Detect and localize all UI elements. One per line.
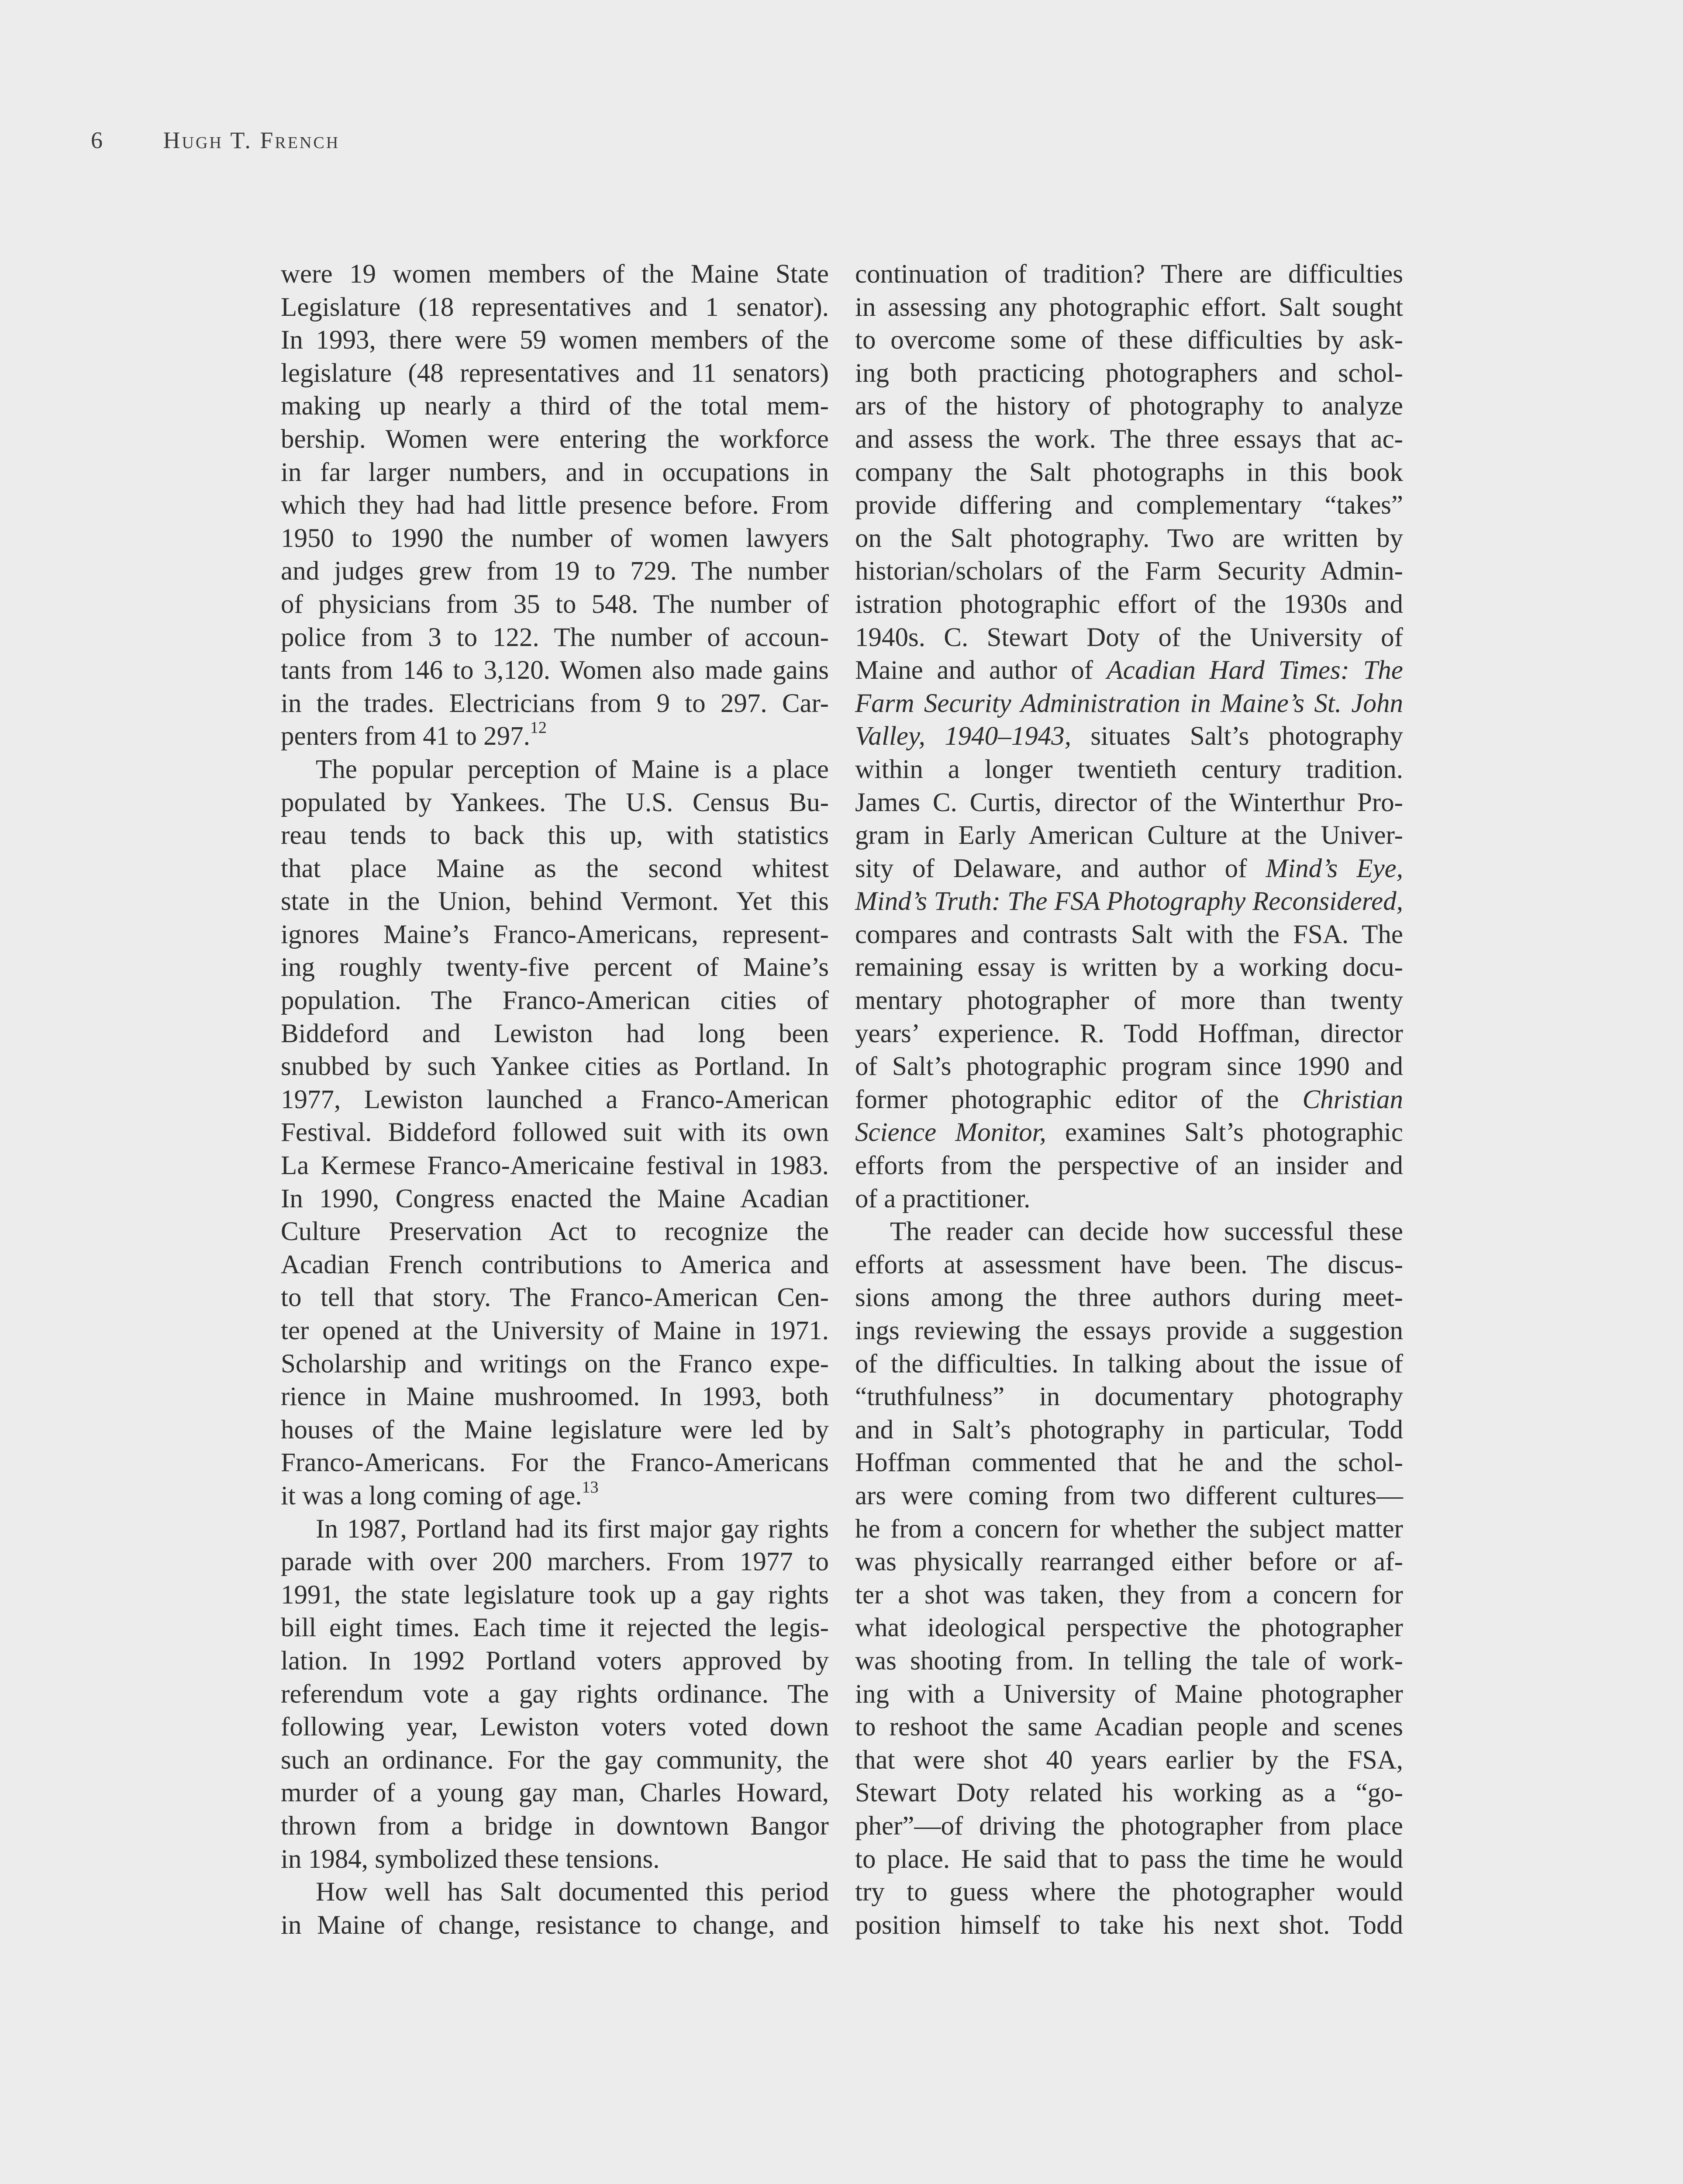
- line-text: How well has Salt documented this period: [316, 1877, 829, 1907]
- line-text: to overcome some of these difficulties by ask-: [855, 325, 1403, 355]
- line-text: it was a long coming of age.: [281, 1481, 582, 1510]
- text-line: [281, 1348, 829, 1381]
- text-line: [855, 1479, 1403, 1513]
- text-line: [281, 390, 829, 423]
- line-text: penters from 41 to 297.: [281, 722, 530, 751]
- italic-title: Science Monitor,: [855, 1118, 1046, 1147]
- text-line: [281, 720, 829, 753]
- text-line: [281, 1413, 829, 1447]
- text-line: [281, 786, 829, 819]
- line-text: making up nearly a third of the total mem-: [281, 391, 829, 421]
- line-text: he from a concern for whether the subject matter: [855, 1514, 1403, 1544]
- text-line: [855, 621, 1403, 654]
- line-text: in the trades. Electricians from 9 to 297. Car-: [281, 688, 829, 718]
- line-text: La Kermese Franco-Americaine festival in 1983.: [281, 1151, 829, 1181]
- line-text: pher”—of driving the photographer from place: [855, 1811, 1403, 1841]
- footnote-reference[interactable]: 12: [530, 718, 547, 737]
- text-line: [855, 687, 1403, 720]
- line-text: that place Maine as the second whitest: [281, 854, 829, 883]
- text-line: [855, 1711, 1403, 1744]
- line-text: ter a shot was taken, they from a concern for: [855, 1580, 1403, 1610]
- text-line: [855, 918, 1403, 951]
- text-line: [855, 1413, 1403, 1447]
- line-text: rience in Maine mushroomed. In 1993, both: [281, 1382, 829, 1412]
- line-text: The popular perception of Maine is a place: [316, 754, 829, 784]
- italic-title: Valley, 1940–1943,: [855, 722, 1072, 751]
- text-line: [855, 1050, 1403, 1083]
- line-text: sity of Delaware, and author of: [855, 854, 1266, 883]
- text-line: [855, 1314, 1403, 1348]
- text-line: [855, 1611, 1403, 1645]
- line-text: and judges grew from 19 to 729. The number: [281, 556, 829, 586]
- text-line: [855, 1248, 1403, 1282]
- text-line: [281, 753, 829, 786]
- line-text: of the difficulties. In talking about the issue of: [855, 1349, 1403, 1379]
- line-text: which they had had little presence before. From: [281, 491, 829, 520]
- text-line: [855, 1579, 1403, 1612]
- line-text: was shooting from. In telling the tale of work-: [855, 1646, 1403, 1676]
- text-line: [855, 1149, 1403, 1182]
- line-text: Franco-Americans. For the Franco-Americans: [281, 1448, 829, 1478]
- text-line: [281, 621, 829, 654]
- text-line: [281, 1017, 829, 1051]
- text-line: [281, 522, 829, 555]
- text-line: [855, 1810, 1403, 1843]
- line-text: historian/scholars of the Farm Security Admin-: [855, 556, 1403, 586]
- text-line: [281, 885, 829, 918]
- text-line: [855, 951, 1403, 984]
- text-line: [281, 1909, 829, 1942]
- line-text: bership. Women were entering the workforce: [281, 424, 829, 454]
- left-text-column: [281, 258, 829, 1942]
- text-line: [855, 1348, 1403, 1381]
- line-text: continuation of tradition? There are difficulties: [855, 259, 1403, 289]
- line-text: of physicians from 35 to 548. The number of: [281, 589, 829, 619]
- line-text: examines Salt’s photographic: [1046, 1118, 1403, 1147]
- text-line: [281, 1776, 829, 1810]
- running-head: [91, 127, 340, 154]
- text-line: [281, 819, 829, 852]
- line-text: parade with over 200 marchers. From 1977 to: [281, 1547, 829, 1577]
- text-line: [855, 885, 1403, 918]
- line-text: try to guess where the photographer would: [855, 1877, 1403, 1907]
- text-line: [855, 456, 1403, 489]
- text-line: [281, 423, 829, 456]
- line-text: In 1987, Portland had its first major gay rights: [316, 1514, 829, 1544]
- line-text: ignores Maine’s Franco-Americans, represent-: [281, 919, 829, 949]
- text-line: [281, 588, 829, 621]
- text-line: [855, 1678, 1403, 1711]
- text-line: [855, 1545, 1403, 1579]
- text-line: [281, 984, 829, 1017]
- text-line: [855, 852, 1403, 885]
- line-text: In 1993, there were 59 women members of the: [281, 325, 829, 355]
- line-text: compares and contrasts Salt with the FSA. The: [855, 919, 1403, 949]
- text-line: [281, 1744, 829, 1777]
- text-line: [281, 291, 829, 324]
- text-line: [281, 654, 829, 687]
- text-line: [281, 1083, 829, 1116]
- line-text: ars of the history of photography to analyze: [855, 391, 1403, 421]
- text-line: [281, 1843, 829, 1876]
- text-line: [855, 1215, 1403, 1248]
- line-text: population. The Franco-American cities of: [281, 986, 829, 1016]
- text-line: [855, 1645, 1403, 1678]
- text-line: [281, 1876, 829, 1909]
- text-line: [281, 1215, 829, 1248]
- line-text: in far larger numbers, and in occupations in: [281, 457, 829, 487]
- line-text: position himself to take his next shot. Todd: [855, 1910, 1403, 1940]
- text-line: [855, 753, 1403, 786]
- line-text: was physically rearranged either before or af-: [855, 1547, 1403, 1577]
- line-text: and in Salt’s photography in particular, Todd: [855, 1415, 1403, 1444]
- italic-title: Christian: [1302, 1085, 1403, 1114]
- text-line: [855, 1281, 1403, 1314]
- line-text: referendum vote a gay rights ordinance. The: [281, 1679, 829, 1709]
- line-text: snubbed by such Yankee cities as Portland. In: [281, 1052, 829, 1082]
- line-text: remaining essay is written by a working docu-: [855, 953, 1403, 982]
- text-line: [281, 1149, 829, 1182]
- text-line: [281, 1446, 829, 1479]
- text-line: [855, 258, 1403, 291]
- text-line: [855, 1182, 1403, 1216]
- text-line: [281, 489, 829, 522]
- line-text: situates Salt’s photography: [1071, 722, 1404, 751]
- text-line: [281, 1810, 829, 1843]
- text-line: [855, 291, 1403, 324]
- text-line: [281, 1513, 829, 1546]
- line-text: years’ experience. R. Todd Hoffman, director: [855, 1019, 1403, 1048]
- text-line: [281, 1678, 829, 1711]
- line-text: Biddeford and Lewiston had long been: [281, 1019, 829, 1048]
- line-text: ing with a University of Maine photographer: [855, 1679, 1403, 1709]
- text-line: [281, 1479, 829, 1513]
- text-line: [281, 1182, 829, 1216]
- text-line: [281, 1545, 829, 1579]
- italic-title: Farm Security Administration in Maine’s St. John: [855, 688, 1403, 718]
- text-line: [281, 687, 829, 720]
- text-line: [855, 423, 1403, 456]
- line-text: bill eight times. Each time it rejected the legis-: [281, 1613, 829, 1643]
- line-text: to reshoot the same Acadian people and scenes: [855, 1712, 1403, 1742]
- text-line: [281, 1611, 829, 1645]
- text-line: [281, 918, 829, 951]
- text-line: [855, 1083, 1403, 1116]
- line-text: Maine and author of: [855, 656, 1107, 685]
- line-text: such an ordinance. For the gay community, the: [281, 1745, 829, 1775]
- line-text: reau tends to back this up, with statistics: [281, 821, 829, 850]
- line-text: in 1984, symbolized these tensions.: [281, 1844, 660, 1874]
- line-text: Legislature (18 representatives and 1 senator).: [281, 292, 829, 322]
- line-text: that were shot 40 years earlier by the FSA,: [855, 1745, 1403, 1775]
- text-line: [281, 951, 829, 984]
- line-text: of Salt’s photographic program since 1990 and: [855, 1052, 1403, 1082]
- text-line: [855, 1513, 1403, 1546]
- line-text: company the Salt photographs in this book: [855, 457, 1403, 487]
- text-line: [855, 390, 1403, 423]
- text-line: [281, 456, 829, 489]
- line-text: legislature (48 representatives and 11 senators): [281, 358, 829, 388]
- text-line: [281, 1050, 829, 1083]
- line-text: on the Salt photography. Two are written by: [855, 523, 1403, 553]
- line-text: populated by Yankees. The U.S. Census Bu-: [281, 788, 829, 817]
- line-text: to place. He said that to pass the time he would: [855, 1844, 1403, 1874]
- line-text: sions among the three authors during meet-: [855, 1283, 1403, 1313]
- line-text: tants from 146 to 3,120. Women also made gains: [281, 656, 829, 685]
- text-line: [855, 786, 1403, 819]
- italic-title: Mind’s Eye,: [1266, 854, 1403, 883]
- line-text: istration photographic effort of the 1930s and: [855, 589, 1403, 619]
- line-text: mentary photographer of more than twenty: [855, 986, 1403, 1016]
- line-text: ing roughly twenty-five percent of Maine’s: [281, 953, 829, 982]
- line-text: Acadian French contributions to America and: [281, 1250, 829, 1279]
- text-line: [281, 258, 829, 291]
- text-line: [281, 555, 829, 588]
- line-text: efforts from the perspective of an insider and: [855, 1151, 1403, 1181]
- text-line: [281, 1116, 829, 1149]
- line-text: of a practitioner.: [855, 1184, 1031, 1213]
- text-line: [855, 654, 1403, 687]
- line-text: ing both practicing photographers and schol-: [855, 358, 1403, 388]
- text-line: [855, 1744, 1403, 1777]
- text-line: [855, 324, 1403, 357]
- line-text: Scholarship and writings on the Franco expe-: [281, 1349, 829, 1379]
- line-text: following year, Lewiston voters voted down: [281, 1712, 829, 1742]
- page-number: 6: [91, 127, 103, 153]
- line-text: James C. Curtis, director of the Winterthur Pro-: [855, 788, 1403, 817]
- line-text: Festival. Biddeford followed suit with its own: [281, 1118, 829, 1147]
- text-line: [855, 1116, 1403, 1149]
- line-text: gram in Early American Culture at the Univer-: [855, 821, 1403, 850]
- text-line: [855, 555, 1403, 588]
- text-line: [281, 1380, 829, 1413]
- text-line: [855, 1446, 1403, 1479]
- text-line: [281, 357, 829, 390]
- text-line: [855, 1876, 1403, 1909]
- line-text: thrown from a bridge in downtown Bangor: [281, 1811, 829, 1841]
- line-text: Hoffman commented that he and the schol-: [855, 1448, 1403, 1478]
- italic-title: Acadian Hard Times: The: [1107, 656, 1404, 685]
- text-line: [855, 1017, 1403, 1051]
- line-text: ars were coming from two different cultures—: [855, 1481, 1403, 1510]
- text-line: [281, 1281, 829, 1314]
- text-line: [281, 1645, 829, 1678]
- line-text: 1977, Lewiston launched a Franco-American: [281, 1085, 829, 1114]
- line-text: were 19 women members of the Maine State: [281, 259, 829, 289]
- footnote-reference[interactable]: 13: [582, 1478, 599, 1496]
- text-line: [281, 1248, 829, 1282]
- text-line: [855, 984, 1403, 1017]
- text-line: [855, 720, 1403, 753]
- text-line: [855, 588, 1403, 621]
- line-text: The reader can decide how successful these: [890, 1217, 1403, 1247]
- line-text: what ideological perspective the photographer: [855, 1613, 1403, 1643]
- line-text: state in the Union, behind Vermont. Yet this: [281, 887, 829, 916]
- text-line: [281, 852, 829, 885]
- line-text: 1991, the state legislature took up a gay rights: [281, 1580, 829, 1610]
- text-line: [855, 357, 1403, 390]
- text-line: [855, 489, 1403, 522]
- line-text: police from 3 to 122. The number of accoun-: [281, 622, 829, 652]
- text-line: [855, 1380, 1403, 1413]
- line-text: 1940s. C. Stewart Doty of the University of: [855, 622, 1403, 652]
- line-text: Stewart Doty related his working as a “go-: [855, 1778, 1403, 1808]
- line-text: murder of a young gay man, Charles Howard,: [281, 1778, 829, 1808]
- text-line: [281, 324, 829, 357]
- line-text: in assessing any photographic effort. Salt sought: [855, 292, 1403, 322]
- text-line: [281, 1579, 829, 1612]
- line-text: and assess the work. The three essays that ac-: [855, 424, 1403, 454]
- text-line: [855, 1843, 1403, 1876]
- italic-title: Mind’s Truth: The FSA Photography Reconsidered,: [855, 887, 1403, 916]
- text-line: [855, 819, 1403, 852]
- line-text: ings reviewing the essays provide a suggestion: [855, 1316, 1403, 1345]
- text-line: [855, 1776, 1403, 1810]
- line-text: In 1990, Congress enacted the Maine Acadian: [281, 1184, 829, 1213]
- line-text: 1950 to 1990 the number of women lawyers: [281, 523, 829, 553]
- text-line: [855, 1909, 1403, 1942]
- line-text: ter opened at the University of Maine in 1971.: [281, 1316, 829, 1345]
- line-text: to tell that story. The Franco-American Cen-: [281, 1283, 829, 1313]
- line-text: provide differing and complementary “takes”: [855, 491, 1403, 520]
- text-line: [855, 522, 1403, 555]
- text-line: [281, 1314, 829, 1348]
- line-text: former photographic editor of the: [855, 1085, 1303, 1114]
- text-line: [281, 1711, 829, 1744]
- line-text: “truthfulness” in documentary photography: [855, 1382, 1403, 1412]
- running-head-author: Hugh T. French: [163, 127, 340, 153]
- right-text-column: [855, 258, 1403, 1942]
- line-text: in Maine of change, resistance to change, and: [281, 1910, 829, 1940]
- line-text: houses of the Maine legislature were led by: [281, 1415, 829, 1444]
- line-text: lation. In 1992 Portland voters approved by: [281, 1646, 829, 1676]
- line-text: Culture Preservation Act to recognize the: [281, 1217, 829, 1247]
- line-text: within a longer twentieth century tradition.: [855, 754, 1403, 784]
- line-text: efforts at assessment have been. The discus-: [855, 1250, 1403, 1279]
